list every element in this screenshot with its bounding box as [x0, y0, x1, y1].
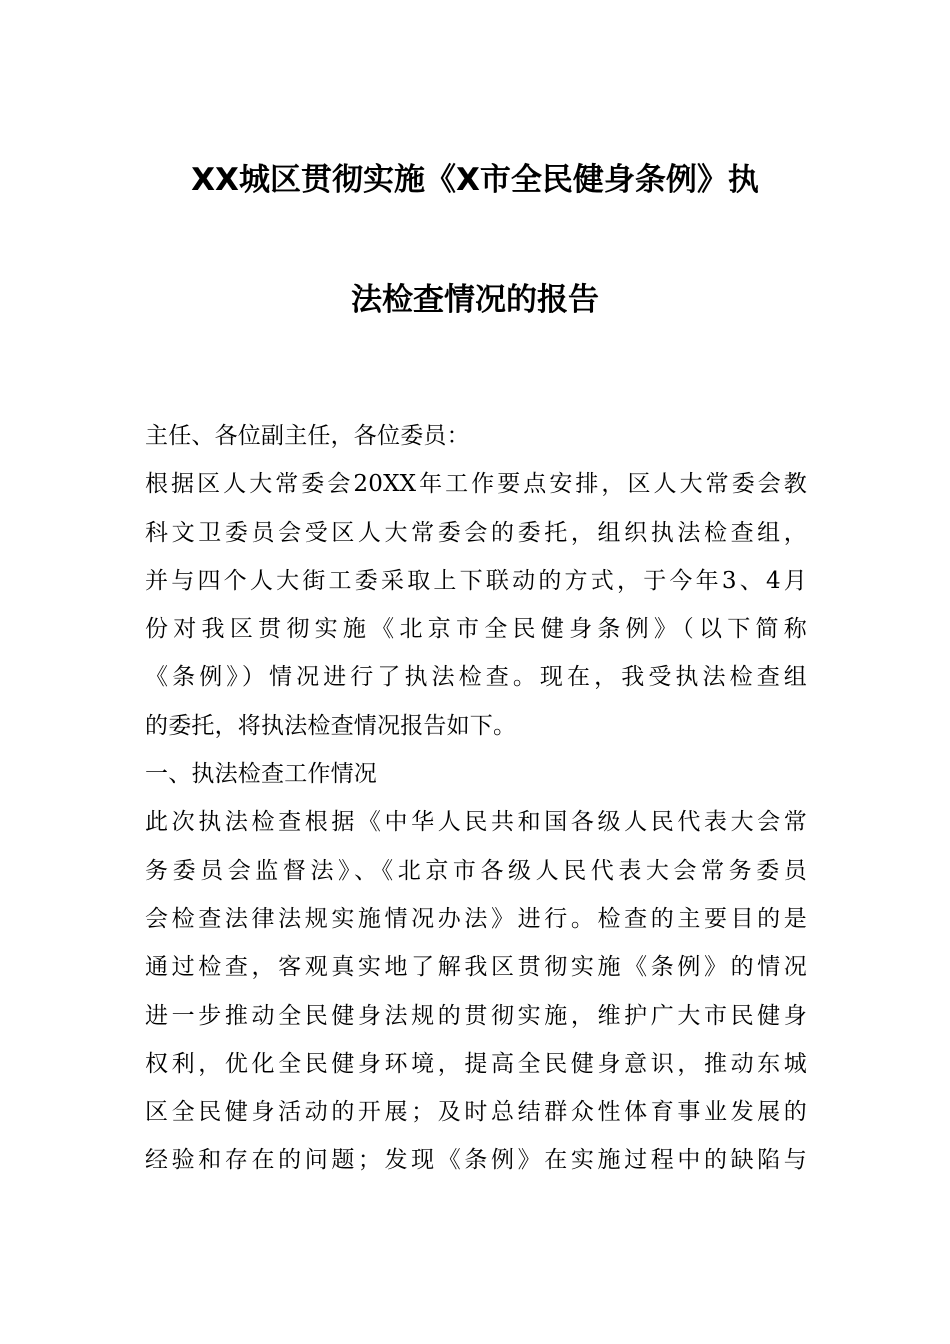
- body-line: 科文卫委员会受区人大常委会的委托，组织执法检查组，: [145, 519, 807, 546]
- document-title-line-2: 法检查情况的报告: [351, 282, 599, 318]
- body-line: 会检查法律法规实施情况办法》进行。检查的主要目的是: [145, 905, 807, 932]
- body-line: 的委托，将执法检查情况报告如下。: [145, 712, 517, 739]
- document-body: [145, 412, 807, 1185]
- body-line: 通过检查，客观真实地了解我区贯彻实施《条例》的情况: [145, 954, 807, 981]
- body-line: 份对我区贯彻实施《北京市全民健身条例》（以下简称: [145, 616, 807, 643]
- section-heading: 一、执法检查工作情况: [145, 761, 377, 788]
- body-line: 进一步推动全民健身法规的贯彻实施，维护广大市民健身: [145, 1002, 807, 1029]
- body-line: 经验和存在的问题；发现《条例》在实施过程中的缺陷与: [145, 1147, 807, 1174]
- body-line: 并与四个人大街工委采取上下联动的方式，于今年3、4月: [145, 567, 807, 594]
- document-title-line-1: XX城区贯彻实施《X市全民健身条例》执: [191, 162, 759, 198]
- body-line: 此次执法检查根据《中华人民共和国各级人民代表大会常: [145, 809, 807, 836]
- body-line: 权利，优化全民健身环境，提高全民健身意识，推动东城: [145, 1050, 807, 1077]
- salutation: 主任、各位副主任，各位委员：: [145, 423, 470, 449]
- body-line: 根据区人大常委会20XX年工作要点安排，区人大常委会教: [145, 471, 807, 498]
- body-line: 《条例》）情况进行了执法检查。现在，我受执法检查组: [145, 664, 807, 691]
- body-line: 区全民健身活动的开展；及时总结群众性体育事业发展的: [145, 1099, 807, 1126]
- body-line: 务委员会监督法》、《北京市各级人民代表大会常务委员: [145, 857, 807, 884]
